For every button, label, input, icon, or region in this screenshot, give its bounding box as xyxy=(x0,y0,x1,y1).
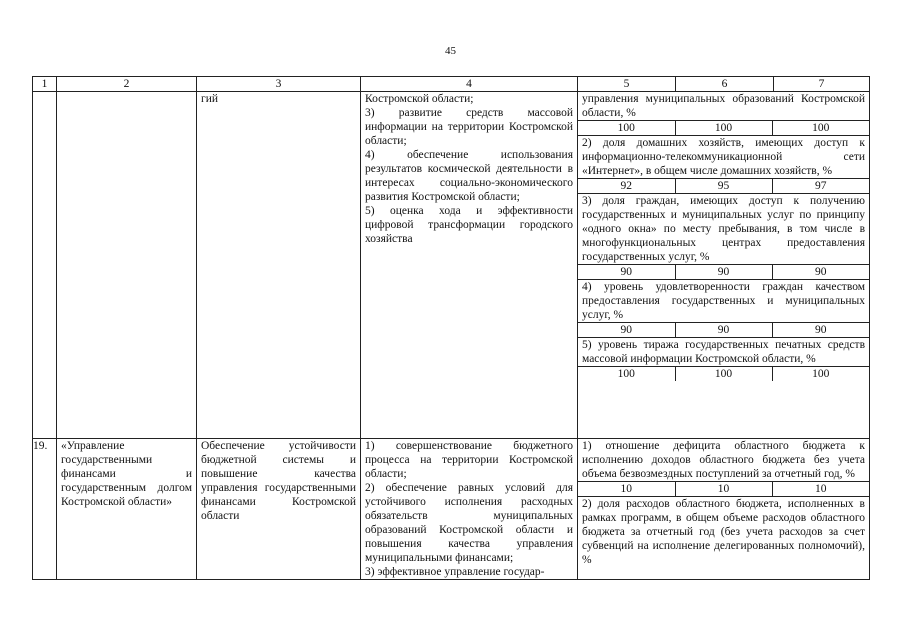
indicator-value: 95 xyxy=(675,179,772,194)
program-name-cell xyxy=(57,439,197,580)
indicators-cell xyxy=(578,439,870,580)
row-number: 19. xyxy=(33,439,57,580)
indicator-value: 97 xyxy=(772,179,869,194)
page-number: 45 xyxy=(445,45,456,57)
indicator-value: 90 xyxy=(772,265,869,280)
indicator-value: 100 xyxy=(675,367,772,382)
indicator-value: 90 xyxy=(675,265,772,280)
header-cell: 4 xyxy=(361,77,578,92)
goal-text: Обеспечение устойчивости бюджетной системы и повышение качества управления государственными финансами Костромской области xyxy=(201,440,356,522)
indicator-text: 3) доля граждан, имеющих доступ к получению государственных и муниципальных услуг по принципу «одного окна» по месту пребывания, в том числе в многофункциональных центрах предоставления государственных услуг, % xyxy=(578,194,869,265)
indicator-text: 5) уровень тиража государственных печатных средств массовой информации Костромской области, % xyxy=(578,338,869,367)
indicator-value: 100 xyxy=(578,121,675,136)
indicator-value: 92 xyxy=(578,179,675,194)
indicators-table xyxy=(578,439,869,567)
indicator-value: 100 xyxy=(772,367,869,382)
indicator-value: 10 xyxy=(772,482,869,497)
program-table xyxy=(32,76,870,580)
goal-cell xyxy=(197,92,361,439)
goal-cell xyxy=(197,439,361,580)
tasks-cell xyxy=(361,92,578,439)
table-row xyxy=(33,92,870,439)
indicator-value: 100 xyxy=(772,121,869,136)
program-name-cell xyxy=(57,92,197,439)
indicator-value: 90 xyxy=(772,323,869,338)
indicator-value: 100 xyxy=(578,367,675,382)
header-cell: 3 xyxy=(197,77,361,92)
indicator-value: 90 xyxy=(578,323,675,338)
header-cell: 6 xyxy=(676,77,774,92)
goal-text: гий xyxy=(201,93,219,105)
header-cell: 7 xyxy=(774,77,870,92)
indicator-value: 10 xyxy=(675,482,772,497)
header-row xyxy=(33,77,870,92)
row-number-cell xyxy=(33,92,57,439)
header-cell: 5 xyxy=(578,77,676,92)
indicator-value: 10 xyxy=(578,482,675,497)
indicators-cell xyxy=(578,92,870,439)
indicator-text: 1) отношение дефицита областного бюджета к исполнению доходов областного бюджета без учета объема безвозмездных поступлений за отчетный год, % xyxy=(582,440,865,480)
indicator-value: 90 xyxy=(578,265,675,280)
header-cell: 1 xyxy=(33,77,57,92)
header-cell: 2 xyxy=(57,77,197,92)
indicator-text: 2) доля расходов областного бюджета, исполненных в рамках программ, в общем объеме расходов областного бюджета за отчетный год (без учета расходов за счет субвенций на исполнение делегированных полномочий), % xyxy=(578,497,869,568)
indicator-value: 100 xyxy=(675,121,772,136)
tasks-cell xyxy=(361,439,578,580)
tasks-text: 1) совершенствование бюджетного процесса на территории Костромской области; 2) обеспечение равных условий для устойчивого исполнения расходных обязательств муниципальных образований Костромской области и повышения качества управления муниципальными финансами; 3) эффективное управление государ- xyxy=(365,440,573,578)
tasks-text: Костромской области; 3) развитие средств массовой информации на территории Костромской области; 4) обеспечение использования результатов космической деятельности в интересах социально-экономического развития Костромской области; 5) оценка хода и эффективности цифровой трансформации городского хозяйства xyxy=(365,93,573,245)
indicator-value: 90 xyxy=(675,323,772,338)
indicators-table xyxy=(578,92,869,381)
indicator-text: 4) уровень удовлетворенности граждан качеством предоставления государственных и муниципальных услуг, % xyxy=(578,280,869,323)
indicator-text: 2) доля домашних хозяйств, имеющих доступ к информационно-телекоммуникационной сети «Интернет», в общем числе домашних хозяйств, % xyxy=(578,136,869,179)
table-row xyxy=(33,439,870,580)
program-name: «Управление государственными финансами и государственным долгом Костромской области» xyxy=(61,440,192,508)
indicator-text: управления муниципальных образований Костромской области, % xyxy=(582,93,865,119)
